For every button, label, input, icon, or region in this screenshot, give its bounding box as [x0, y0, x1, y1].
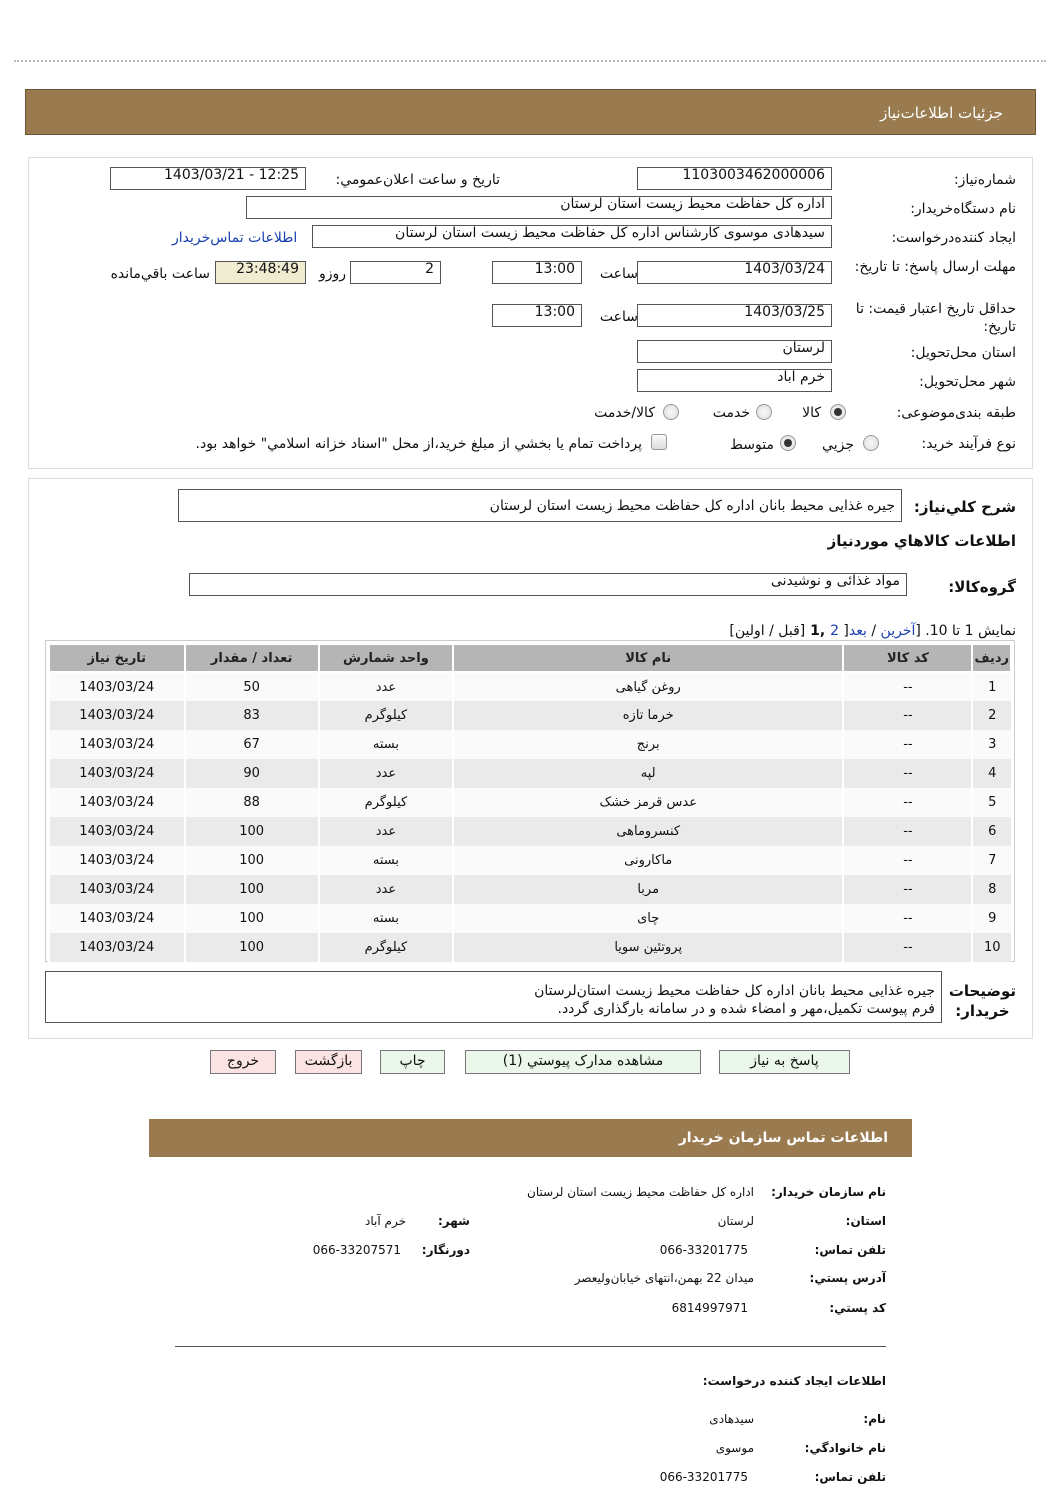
- cell-item-code: --: [843, 730, 972, 759]
- header-item-code: کد کالا: [843, 644, 972, 672]
- cell-item-code: --: [843, 701, 972, 730]
- cell-item-code: --: [843, 933, 972, 962]
- table-row: [49, 788, 1011, 817]
- contact-header: [149, 1119, 912, 1157]
- process-partial-label: جزيي: [822, 437, 854, 453]
- cell-row-number: 6: [972, 817, 1011, 846]
- contact-postal-label: کد پستي:: [829, 1301, 886, 1315]
- group-label: گروه‌کالا:: [948, 578, 1016, 596]
- cell-quantity: 88: [185, 788, 319, 817]
- cell-quantity: 100: [185, 817, 319, 846]
- cell-row-number: 4: [972, 759, 1011, 788]
- cell-unit: عدد: [319, 817, 453, 846]
- creator-family-value: موسوی: [715, 1441, 754, 1455]
- cell-need-date: 1403/03/24: [49, 933, 185, 962]
- cell-item-code: --: [843, 817, 972, 846]
- pagination-sep: /: [866, 623, 881, 639]
- cell-need-date: 1403/03/24: [49, 759, 185, 788]
- notes-line-2: فرم پیوست تکمیل،مهر و امضاء شده و در سامانه بارگذاری گردد.: [557, 1001, 935, 1017]
- notes-line-1: جیره غذایی محیط بانان اداره کل حفاظت محیط زیست استان‌لرستان: [534, 983, 935, 999]
- city-label: شهر محل‌تحويل:: [919, 374, 1016, 390]
- cell-item-name: خرما تازه: [453, 701, 843, 730]
- cell-need-date: 1403/03/24: [49, 817, 185, 846]
- category-service-radio[interactable]: [756, 404, 772, 420]
- contact-city-label: شهر:: [438, 1214, 470, 1228]
- cell-quantity: 83: [185, 701, 319, 730]
- pagination-tail: [قبل / اولین]: [729, 623, 806, 639]
- contact-org-label: نام سازمان خريدار:: [771, 1185, 886, 1199]
- creator-family-label: نام خانوادگي:: [804, 1441, 886, 1455]
- category-goods-radio[interactable]: [830, 404, 846, 420]
- cell-unit: عدد: [319, 672, 453, 701]
- cell-need-date: 1403/03/24: [49, 846, 185, 875]
- contact-title: اطلاعات تماس سازمان خريدار: [678, 1130, 888, 1146]
- creator-phone-label: تلفن تماس:: [814, 1470, 886, 1484]
- contact-city-value: خرم آباد: [365, 1214, 406, 1228]
- cell-quantity: 50: [185, 672, 319, 701]
- contact-phone-value: 066-33201775: [659, 1243, 748, 1257]
- announce-label: تاریخ و ساعت اعلان‌عمومي:: [335, 172, 500, 188]
- table-row: [49, 701, 1011, 730]
- process-medium-label: متوسط: [730, 437, 774, 453]
- treasury-payment-checkbox[interactable]: [651, 434, 667, 450]
- table-row: [49, 875, 1011, 904]
- header-row-number: رديف: [972, 644, 1011, 672]
- cell-need-date: 1403/03/24: [49, 730, 185, 759]
- cell-item-name: روغن گیاهی: [453, 672, 843, 701]
- cell-quantity: 100: [185, 933, 319, 962]
- pagination-page-2-link[interactable]: 2: [830, 623, 839, 639]
- header-unit: واحد شمارش: [319, 644, 453, 672]
- top-divider: [14, 60, 1046, 62]
- creator-phone-value: 066-33201775: [659, 1470, 748, 1484]
- pagination-next-link[interactable]: بعد: [848, 623, 867, 639]
- table-row: [49, 759, 1011, 788]
- process-label: نوع فرآيند خريد:: [921, 436, 1016, 452]
- process-medium-radio[interactable]: [780, 435, 796, 451]
- need-number-label: شماره‌نیاز:: [953, 172, 1016, 188]
- header-item-name: نام کالا: [453, 644, 843, 672]
- cell-quantity: 100: [185, 875, 319, 904]
- cell-item-name: برنج: [453, 730, 843, 759]
- header-need-date: تاريخ نياز: [49, 644, 185, 672]
- cell-item-name: ماکارونی: [453, 846, 843, 875]
- remaining-time-field: 23:48:49: [215, 261, 306, 284]
- cell-item-name: کنسروماهی: [453, 817, 843, 846]
- cell-row-number: 2: [972, 701, 1011, 730]
- cell-item-name: لپه: [453, 759, 843, 788]
- pagination-prefix: نمایش 1 تا 10. [: [915, 623, 1016, 639]
- contact-fax-label: دورنگار:: [421, 1243, 470, 1257]
- deadline-time-field: 13:00: [492, 261, 582, 284]
- cell-unit: بسته: [319, 904, 453, 933]
- cell-quantity: 90: [185, 759, 319, 788]
- creator-field: سیدهادی موسوی کارشناس اداره کل حفاظت محیط زیست استان لرستان: [312, 225, 832, 248]
- goods-section-title: اطلاعات کالاهاي موردنياز: [827, 532, 1016, 550]
- page-header: [25, 89, 1036, 135]
- table-row: [49, 817, 1011, 846]
- pagination: [729, 623, 1016, 639]
- exit-button[interactable]: خروج: [210, 1050, 276, 1074]
- buyer-org-field: اداره کل حفاظت محیط زیست استان لرستان: [246, 196, 832, 219]
- deadline-date-field: 1403/03/24: [637, 261, 832, 284]
- group-field: مواد غذائی و نوشیدنی: [189, 573, 907, 596]
- cell-need-date: 1403/03/24: [49, 788, 185, 817]
- table-row: [49, 672, 1011, 701]
- cell-item-code: --: [843, 672, 972, 701]
- category-goods-label: کالا: [802, 405, 821, 421]
- cell-item-code: --: [843, 904, 972, 933]
- cell-need-date: 1403/03/24: [49, 875, 185, 904]
- cell-quantity: 67: [185, 730, 319, 759]
- process-partial-radio[interactable]: [863, 435, 879, 451]
- buyer-org-label: نام دستگاه‌خريدار:: [910, 201, 1016, 217]
- validity-time-field: 13:00: [492, 304, 582, 327]
- province-label: استان محل‌تحويل:: [910, 345, 1016, 361]
- cell-item-code: --: [843, 788, 972, 817]
- header-quantity: تعداد / مقدار: [185, 644, 319, 672]
- days-field: 2: [350, 261, 441, 284]
- back-button[interactable]: بازگشت: [295, 1050, 362, 1074]
- cell-need-date: 1403/03/24: [49, 904, 185, 933]
- cell-quantity: 100: [185, 846, 319, 875]
- cell-item-code: --: [843, 846, 972, 875]
- province-field: لرستان: [637, 340, 832, 363]
- goods-table: [48, 643, 1012, 962]
- category-both-radio[interactable]: [663, 404, 679, 420]
- city-field: خرم آباد: [637, 369, 832, 392]
- cell-item-name: مربا: [453, 875, 843, 904]
- contact-fax-value: 066-33207571: [312, 1243, 401, 1257]
- cell-row-number: 5: [972, 788, 1011, 817]
- table-row: [49, 730, 1011, 759]
- table-row: [49, 846, 1011, 875]
- buyer-contact-link[interactable]: اطلاعات تماس‌خريدار: [172, 230, 298, 246]
- deadline-time-label: ساعت: [599, 266, 638, 282]
- min-validity-label: حداقل تاريخ اعتبار قيمت: تا تاريخ:: [855, 301, 1016, 335]
- cell-item-name: چای: [453, 904, 843, 933]
- summary-field: جیره غذایی محیط بانان اداره کل حفاظت محیط زیست استان لرستان: [178, 489, 902, 522]
- cell-item-code: --: [843, 875, 972, 904]
- view-attachments-button[interactable]: مشاهده مدارک پيوستي (1): [465, 1050, 701, 1074]
- pagination-page-1: ,1: [805, 623, 831, 639]
- cell-row-number: 8: [972, 875, 1011, 904]
- announce-field: 1403/03/21 - 12:25: [110, 167, 306, 190]
- cell-need-date: 1403/03/24: [49, 701, 185, 730]
- cell-item-name: عدس قرمز خشک: [453, 788, 843, 817]
- payment-note: پرداخت تمام يا بخشي از مبلغ خريد،از محل "اسناد خزانه اسلامي" خواهد بود.: [195, 436, 642, 452]
- contact-province-value: لرستان: [717, 1214, 754, 1228]
- category-service-label: خدمت: [712, 405, 750, 421]
- creator-info-title: اطلاعات ايجاد کننده درخواست:: [702, 1374, 886, 1388]
- contact-divider: [175, 1346, 886, 1347]
- cell-unit: بسته: [319, 846, 453, 875]
- print-button[interactable]: چاپ: [380, 1050, 445, 1074]
- category-label: طبقه بندی‌موضوعی:: [896, 405, 1016, 421]
- notes-field: [45, 971, 942, 1023]
- contact-postal-value: 6814997971: [671, 1301, 748, 1315]
- contact-phone-label: تلفن تماس:: [814, 1243, 886, 1257]
- goods-table-header: [49, 644, 1011, 672]
- creator-name-value: سیدهادی: [709, 1412, 754, 1426]
- cell-row-number: 3: [972, 730, 1011, 759]
- deadline-label: مهلت ارسال پاسخ: تا تاريخ:: [854, 259, 1016, 275]
- days-label: روزو: [318, 266, 346, 282]
- cell-row-number: 9: [972, 904, 1011, 933]
- need-number-field: 1103003462000006: [637, 167, 832, 190]
- contact-address-value: میدان 22 بهمن،انتهای خیابان‌ولیعصر: [574, 1271, 754, 1285]
- cell-row-number: 10: [972, 933, 1011, 962]
- contact-address-label: آدرس پستي:: [809, 1271, 886, 1285]
- pagination-last-link[interactable]: آخرین: [880, 623, 916, 639]
- table-row: [49, 904, 1011, 933]
- goods-table-frame: [45, 640, 1015, 962]
- cell-unit: عدد: [319, 875, 453, 904]
- cell-unit: کیلوگرم: [319, 788, 453, 817]
- cell-unit: بسته: [319, 730, 453, 759]
- cell-unit: کیلوگرم: [319, 701, 453, 730]
- category-both-label: کالا/خدمت: [594, 405, 655, 421]
- notes-label: توضيحات خريدار:: [948, 982, 1016, 1020]
- creator-label: ايجاد کننده‌درخواست:: [891, 230, 1016, 246]
- validity-date-field: 1403/03/25: [637, 304, 832, 327]
- contact-org-value: اداره کل حفاظت محیط زیست استان لرستان: [527, 1185, 754, 1199]
- contact-province-label: استان:: [845, 1214, 886, 1228]
- page-title: جزئیات اطلاعات‌نیاز: [880, 104, 1003, 122]
- cell-item-name: پروتئین سویا: [453, 933, 843, 962]
- cell-unit: عدد: [319, 759, 453, 788]
- creator-name-label: نام:: [863, 1412, 886, 1426]
- cell-item-code: --: [843, 759, 972, 788]
- table-row: [49, 933, 1011, 962]
- cell-unit: کیلوگرم: [319, 933, 453, 962]
- reply-button[interactable]: پاسخ به نياز: [719, 1050, 850, 1074]
- cell-need-date: 1403/03/24: [49, 672, 185, 701]
- remaining-label: ساعت باقي‌مانده: [110, 266, 210, 282]
- summary-label: شرح کلي‌نياز:: [913, 498, 1016, 516]
- cell-row-number: 7: [972, 846, 1011, 875]
- cell-row-number: 1: [972, 672, 1011, 701]
- pagination-open: [: [838, 623, 849, 639]
- cell-quantity: 100: [185, 904, 319, 933]
- validity-time-label: ساعت: [599, 309, 638, 325]
